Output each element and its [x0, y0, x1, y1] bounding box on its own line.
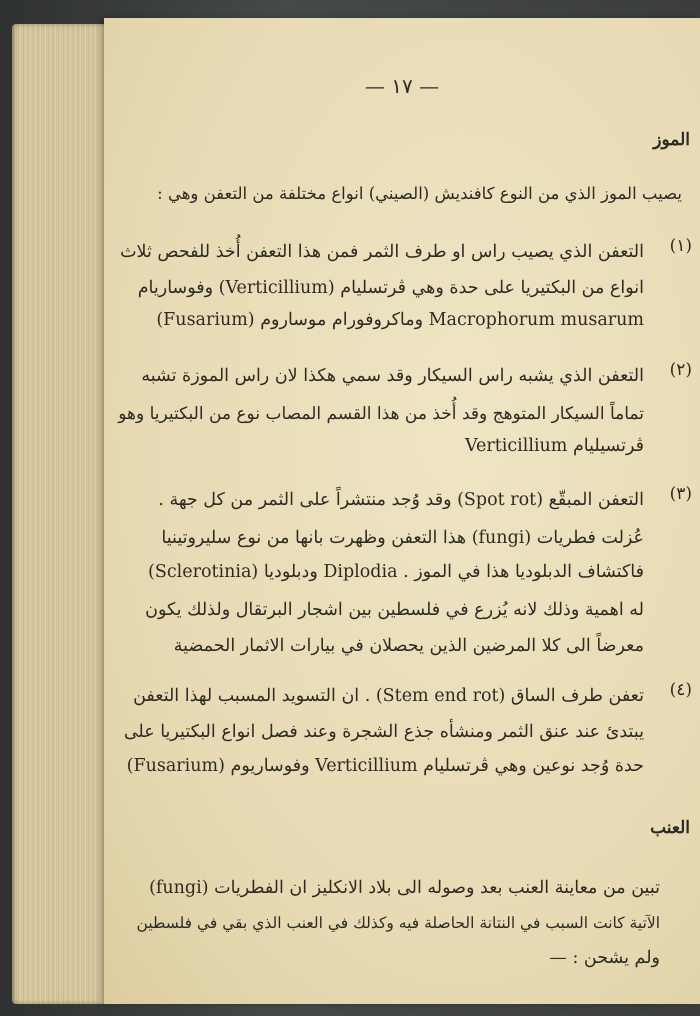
item-4-line-3: حدة وُجد نوعين وهي ڤرتسليام Verticillium وفوساريوم (Fusarium)	[126, 756, 644, 776]
grapes-line-2: الآتية كانت السبب في النتانة الحاصلة فيه وكذلك في العنب الذي بقي في فلسطين	[136, 914, 660, 932]
item-number-2: (٢)	[669, 360, 692, 380]
page-stack-edge	[12, 24, 110, 1004]
item-4-line-2: يبتدئ عند عنق الثمر ومنشأه جذع الشجرة وعند فصل انواع البكتيريا على	[123, 722, 644, 742]
item-number-1: (١)	[669, 236, 692, 256]
item-4-line-1: تعفن طرف الساق (Stem end rot) . ان التسويد المسبب لهذا التعفن	[133, 686, 644, 706]
item-number-4: (٤)	[669, 680, 692, 700]
banana-intro: يصيب الموز الذي من النوع كافنديش (الصيني) انواع مختلفة من التعفن وهي :	[157, 184, 682, 203]
grapes-line-1: تبين من معاينة العنب بعد وصوله الى بلاد الانكليز ان الفطريات (fungi)	[149, 878, 660, 898]
page-number: — ١٧ —	[364, 74, 440, 98]
item-2-line-2: تماماً السيكار المتوهج وقد أُخذ من هذا القسم المصاب نوع من البكتيريا وهو	[118, 404, 644, 424]
section-heading-banana: الموز	[653, 130, 690, 150]
item-1-line-3: (Fusarium) وماكروفورام موساروم Macrophorum musarum	[156, 310, 644, 330]
item-3-line-3: (Sclerotinia) ودبلوديا Diplodia . فاكتشاف الدبلوديا هذا في الموز	[148, 562, 644, 582]
item-2-line-3: ڤرتسيليام Verticillium	[464, 436, 644, 456]
item-1-line-2: انواع من البكتيريا على حدة وهي ڤرتسليام (Verticillium) وفوساريام	[137, 278, 644, 298]
item-3-line-1: التعفن المبقّع (Spot rot) وقد وُجد منتشراً على الثمر من كل جهة .	[158, 490, 644, 510]
grapes-line-3: ولم يشحن : —	[549, 948, 660, 968]
item-3-line-2: عُزلت فطريات (fungi) هذا التعفن وظهرت بانها من نوع سليروتينيا	[161, 528, 644, 548]
item-number-3: (٣)	[669, 484, 692, 504]
item-3-line-5: معرضاً الى كلا المرضين الذين يحصلان في بيارات الاثمار الحمضية	[173, 636, 644, 656]
section-heading-grapes: العنب	[650, 818, 690, 838]
item-2-line-1: التعفن الذي يشبه راس السيكار وقد سمي هكذا لان راس الموزة تشبه	[141, 366, 644, 386]
item-3-line-4: له اهمية وذلك لانه يُزرع في فلسطين بين اشجار البرتقال ولذلك يكون	[145, 600, 644, 620]
book-page	[104, 18, 700, 1004]
item-1-line-1: التعفن الذي يصيب راس او طرف الثمر فمن هذا التعفن أُخذ للفحص ثلاث	[120, 242, 644, 262]
